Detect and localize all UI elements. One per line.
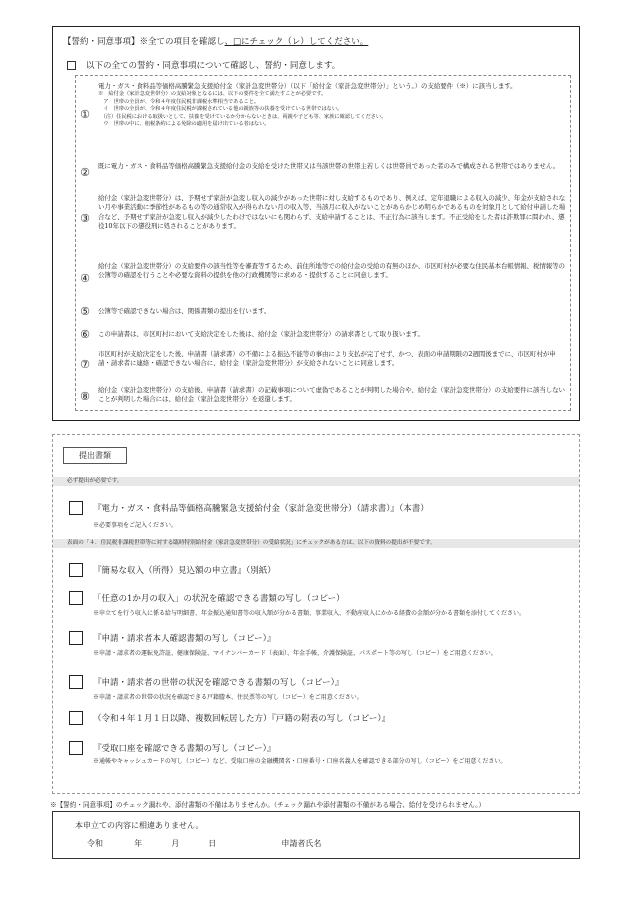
doc-checkbox[interactable] (69, 675, 83, 689)
day-label: 日 (208, 839, 217, 848)
pledge-items-box (75, 75, 571, 411)
doc-checkbox[interactable] (69, 591, 83, 605)
documents-section (52, 434, 580, 794)
agree-all-checkbox[interactable] (67, 61, 76, 70)
pledge-item (76, 302, 572, 320)
agree-all-row (67, 59, 340, 71)
applicant-name-label: 申請者氏名 (281, 839, 322, 848)
footer-note: ※【誓約・同意事項】のチェック漏れや、添付書類の不備はありませんか。（チェック漏れや添付書類の不備がある場合、給付を受けられません。） (50, 801, 486, 809)
pledge-title: 【誓約・同意事項】※全ての項目を確認し、□にチェック（レ）してください。 (63, 37, 369, 47)
agree-all-label: 以下の全ての誓約・同意事項について確認し、誓約・同意します。 (86, 61, 341, 71)
doc-note: ※申請・請求者の世帯の状況を確認できる戸籍謄本、住民票等の写し（コピー）をご用意ください。 (93, 694, 363, 701)
doc-label: 『受取口座を確認できる書類の写し（コピー）』 (93, 744, 276, 754)
doc-note: ※必要事項をご記入ください。 (93, 522, 178, 529)
pledge-item (76, 190, 572, 252)
pledge-item (76, 256, 572, 296)
item-number: ① (80, 108, 90, 121)
month-label: 月 (171, 839, 180, 848)
doc-note: ※申立てを行う収入に係る給与明細書、年金振込通知書等の収入額が分かる書類、事業収入、不動産収入にかかる経費の金額が分かる書類を添付してください。 (93, 610, 526, 617)
conditional-bar: 表面の「４．住民税非課税世帯等に対する臨時特別給付金（家計急変世帯分）の受給状況」にチェックがある方は、以下の資料の提出が不要です。 (53, 539, 579, 548)
item-text: 市区町村が支給決定をした後、申請書（請求書）の不備による振込不能等の事由により支払が完了せず、かつ、表面の申請期限の2週間後までに、市区町村が申請・請求者に連絡・確認できない場合に、給付金（家計急変世帯分）が支給されないことに同意します。 (98, 350, 556, 368)
item-number: ② (80, 166, 90, 179)
item-subnotes: ※ 給付金（家計急変世帯分）の支給対象となるには、以下の要件を全て満たすことが必要です。 ア 世帯の全員が、令和４年度住民税非課税水準相当であること。 イ 世帯の全員が、令和４年度住民税が課税されている他の親族等の扶養を受けている世帯ではない。 （注）住民税における取扱いとして、扶養を受けているか分からないときは、両親や子ども等、家族に確認してください。 ウ 世帯の中に、租税条約による免除の適用を届け出ている者はない。 (98, 91, 387, 127)
doc-checkbox[interactable] (69, 631, 83, 645)
doc-note: ※通帳やキャッシュカードの写し（コピー）など、受取口座の金融機関名・口座番号・口座名義人を確認できる部分の写し（コピー）をご用意ください。 (93, 758, 507, 765)
doc-checkbox[interactable] (69, 741, 83, 755)
item-number: ⑦ (80, 358, 90, 371)
pledge-item (76, 382, 572, 410)
item-number: ⑥ (80, 328, 90, 341)
pledge-item (76, 158, 572, 184)
item-number: ⑧ (80, 390, 90, 403)
doc-checkbox[interactable] (69, 563, 83, 577)
declaration-text: 本申立ての内容に相違ありません。 (75, 821, 204, 830)
item-text: 公簿等で確認できない場合は、関係書類の提出を行います。 (98, 307, 271, 315)
doc-label: 『簡易な収入（所得）見込額の申立書』（別紙） (93, 566, 276, 576)
pledge-section (52, 26, 580, 421)
doc-label: 『申請・請求者の世帯の状況を確認できる書類の写し（コピー）』 (93, 678, 344, 688)
doc-note: ※申請・請求者の運転免許証、健康保険証、マイナンバーカード（表面）、年金手帳、介護保険証、パスポート等の写し（コピー）をご用意ください。 (93, 650, 497, 657)
declaration-line (87, 838, 321, 849)
documents-label: 提出書類 (63, 447, 127, 464)
item-text: 給付金（家計急変世帯分）は、予期せず家計が急変し収入の減少があった世帯に対し支給するものであり、例えば、定年退職による収入の減少、年金が支給されない月や事業活動に季節性があるもの等の通常収入が得られない月の収入等、当該月に収入がないことがあらかじめ明らかであるものを対象月として給付申請した場合など、予期せず家計が急変し収入が減少したわけではないにも関わらず、支給申請することは、不正行為に該当します。不正受給をした者は詐欺罪に問われ、懲役10年以下の懲役刑に処されることがあります。 (98, 194, 566, 230)
pledge-item (76, 346, 572, 380)
item-number: ③ (80, 212, 90, 225)
item-text: 給付金（家計急変世帯分）の支給要件の該当性等を審査等するため、前住所地等での給付金の受給の有無のほか、市区町村が必要な住民基本台帳情報、税情報等の公簿等の確認を行うことや必要な資料の提供を他の行政機関等に求める・提供することに同意します。 (98, 262, 565, 280)
doc-label: 「任意の1か月の収入」の状況を確認できる書類の写し（コピー） (93, 594, 345, 604)
doc-label: 『申請・請求者本人確認書類の写し（コピー）』 (93, 634, 276, 644)
doc-label: （令和４年１月１日以降、複数回転居した方）『戸籍の附表の写し（コピー）』 (93, 714, 391, 724)
item-text: 電力・ガス・食料品等価格高騰緊急支援給付金（家計急変世帯分）（以下「給付金（家計急変世帯分）」という。）の支給要件（※）に該当します。 (98, 82, 517, 90)
doc-label: 『電力・ガス・食料品等価格高騰緊急支援給付金（家計急変世帯分）（請求書）』（本書） (93, 504, 429, 514)
doc-checkbox[interactable] (69, 501, 83, 515)
declaration-section (52, 811, 580, 859)
item-text: 既に電力・ガス・食料品等価格高騰緊急支援給付金の支給を受けた世帯又は当該世帯の世帯主若しくは世帯員であった者のみで構成される世帯ではありません。 (98, 162, 560, 170)
item-number: ⑤ (80, 305, 90, 318)
pledge-item (76, 324, 572, 342)
doc-checkbox[interactable] (69, 711, 83, 725)
item-text: 給付金（家計急変世帯分）の支給後、申請書（請求書）の記載事項について虚偽であることが判明した場合や、給付金（家計急変世帯分）の支給要件に該当しないことが判明した場合には、給付金（家計急変世帯分）を返還します。 (98, 386, 565, 404)
item-text: この申請書は、市区町村において支給決定をした後は、給付金（家計急変世帯分）の請求書として取り扱います。 (98, 330, 424, 338)
era-label: 令和 (87, 839, 103, 848)
item-number: ④ (80, 272, 90, 285)
pledge-item (76, 80, 572, 154)
required-bar: 必ず提出が必要です。 (53, 477, 579, 486)
year-label: 年 (134, 839, 143, 848)
